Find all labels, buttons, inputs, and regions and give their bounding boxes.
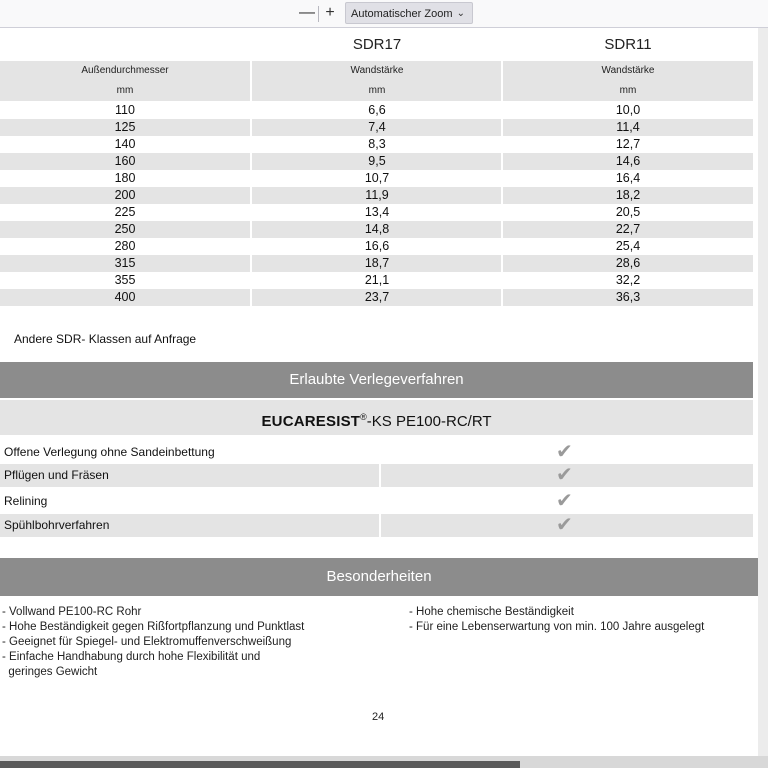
cell-sdr17: 9,5 (368, 154, 386, 168)
feature-item: - Einfache Handhabung durch hohe Flexibilität und (2, 651, 261, 663)
table-row (0, 272, 753, 289)
product-name (0, 400, 753, 435)
table-row (0, 221, 753, 238)
cell-sdr17: 11,9 (365, 188, 389, 202)
method-row (0, 490, 753, 513)
table-row (0, 238, 753, 255)
feature-item: - Hohe chemische Beständigkeit (409, 606, 574, 618)
cell-diameter: 200 (114, 188, 136, 202)
method-label: Spühlbohrverfahren (4, 518, 110, 532)
unit-outer-diameter: mm (116, 85, 134, 96)
cell-sdr11: 25,4 (615, 239, 641, 253)
method-row (0, 464, 753, 487)
cell-diameter: 225 (114, 205, 136, 219)
cell-sdr11: 36,3 (615, 290, 641, 304)
zoom-select-label: Automatischer Zoom (351, 8, 453, 20)
cell-diameter: 400 (114, 290, 136, 304)
checkmark-icon: ✔ (556, 490, 573, 512)
toolbar-separator (318, 6, 319, 22)
checkmark-icon: ✔ (556, 514, 573, 536)
cell-sdr17: 7,4 (368, 120, 386, 134)
features-right (409, 605, 704, 635)
next-page-header-bar (0, 761, 520, 768)
table-row (0, 153, 753, 170)
zoom-in-button[interactable]: + (325, 4, 335, 21)
product-suffix: -KS PE100-RC/RT (366, 413, 492, 430)
table-row (0, 289, 753, 306)
section-header-besonderheiten: Besonderheiten (0, 558, 758, 596)
cell-diameter: 160 (114, 154, 136, 168)
method-label: Pflügen und Fräsen (4, 468, 109, 482)
zoom-out-button[interactable]: — (299, 4, 315, 21)
cell-diameter: 140 (114, 137, 136, 151)
table-row (0, 102, 753, 119)
cell-diameter: 110 (115, 103, 135, 117)
table-unit-row (0, 81, 753, 101)
cell-diameter: 315 (114, 256, 136, 270)
registered-mark: ® (360, 412, 367, 422)
cell-sdr11: 18,2 (615, 188, 641, 202)
cell-diameter: 250 (114, 222, 136, 236)
cell-diameter: 125 (114, 120, 136, 134)
column-divider (501, 61, 503, 101)
table-row (0, 119, 753, 136)
subheader-wall-thickness-sdr17: Wandstärke (350, 65, 404, 76)
checkmark-icon: ✔ (556, 441, 573, 463)
cell-sdr17: 13,4 (364, 205, 390, 219)
sdr-note: Andere SDR- Klassen auf Anfrage (14, 332, 197, 346)
row-divider (379, 464, 381, 487)
cell-sdr17: 16,6 (364, 239, 390, 253)
next-page-edge (0, 756, 768, 768)
feature-item: - Hohe Beständigkeit gegen Rißfortpflanzung und Punktlast (2, 621, 305, 633)
cell-sdr17: 18,7 (364, 256, 390, 270)
column-header-sdr17: SDR17 (352, 36, 402, 53)
table-row (0, 187, 753, 204)
cell-sdr11: 16,4 (615, 171, 641, 185)
cell-sdr17: 10,7 (364, 171, 390, 185)
cell-sdr17: 8,3 (368, 137, 386, 151)
cell-diameter: 180 (114, 171, 136, 185)
unit-sdr11: mm (619, 85, 637, 96)
feature-item: - Vollwand PE100-RC Rohr (2, 606, 142, 618)
page-number: 24 (372, 711, 385, 723)
cell-sdr17: 14,8 (364, 222, 390, 236)
column-divider (250, 61, 252, 101)
cell-diameter: 280 (114, 239, 136, 253)
table-row (0, 136, 753, 153)
feature-item: - Geeignet für Spiegel- und Elektromuffenverschweißung (2, 636, 292, 648)
cell-sdr11: 28,6 (615, 256, 641, 270)
cell-sdr17: 6,6 (368, 103, 386, 117)
section-header-verlege: Erlaubte Verlegeverfahren (0, 362, 753, 398)
checkmark-icon: ✔ (556, 464, 573, 486)
features-left (2, 605, 304, 680)
method-row (0, 514, 753, 537)
cell-diameter: 355 (114, 273, 136, 287)
cell-sdr11: 14,6 (615, 154, 641, 168)
pdf-toolbar (0, 0, 768, 28)
subheader-wall-thickness-sdr11: Wandstärke (601, 65, 655, 76)
method-label: Offene Verlegung ohne Sandeinbettung (4, 445, 215, 459)
unit-sdr17: mm (368, 85, 386, 96)
method-label: Relining (4, 494, 48, 508)
cell-sdr11: 10,0 (615, 103, 641, 117)
zoom-select[interactable] (345, 2, 473, 24)
subheader-outer-diameter: Außendurchmesser (81, 65, 169, 76)
table-row (0, 170, 753, 187)
table-subheader-row (0, 61, 753, 81)
cell-sdr17: 23,7 (364, 290, 390, 304)
feature-item: geringes Gewicht (2, 666, 98, 678)
row-divider (379, 514, 381, 537)
document-page (0, 28, 758, 756)
feature-item: - Für eine Lebenserwartung von min. 100 Jahre ausgelegt (409, 621, 705, 633)
cell-sdr11: 12,7 (615, 137, 641, 151)
chevron-down-icon: ⌄ (456, 8, 465, 19)
cell-sdr17: 21,1 (364, 273, 390, 287)
cell-sdr11: 32,2 (615, 273, 641, 287)
cell-sdr11: 20,5 (615, 205, 641, 219)
method-row (0, 441, 753, 464)
cell-sdr11: 22,7 (615, 222, 641, 236)
column-header-sdr11: SDR11 (604, 36, 652, 53)
table-row (0, 204, 753, 221)
table-row (0, 255, 753, 272)
brand-name: EUCARESIST (261, 413, 361, 430)
cell-sdr11: 11,4 (616, 120, 640, 134)
